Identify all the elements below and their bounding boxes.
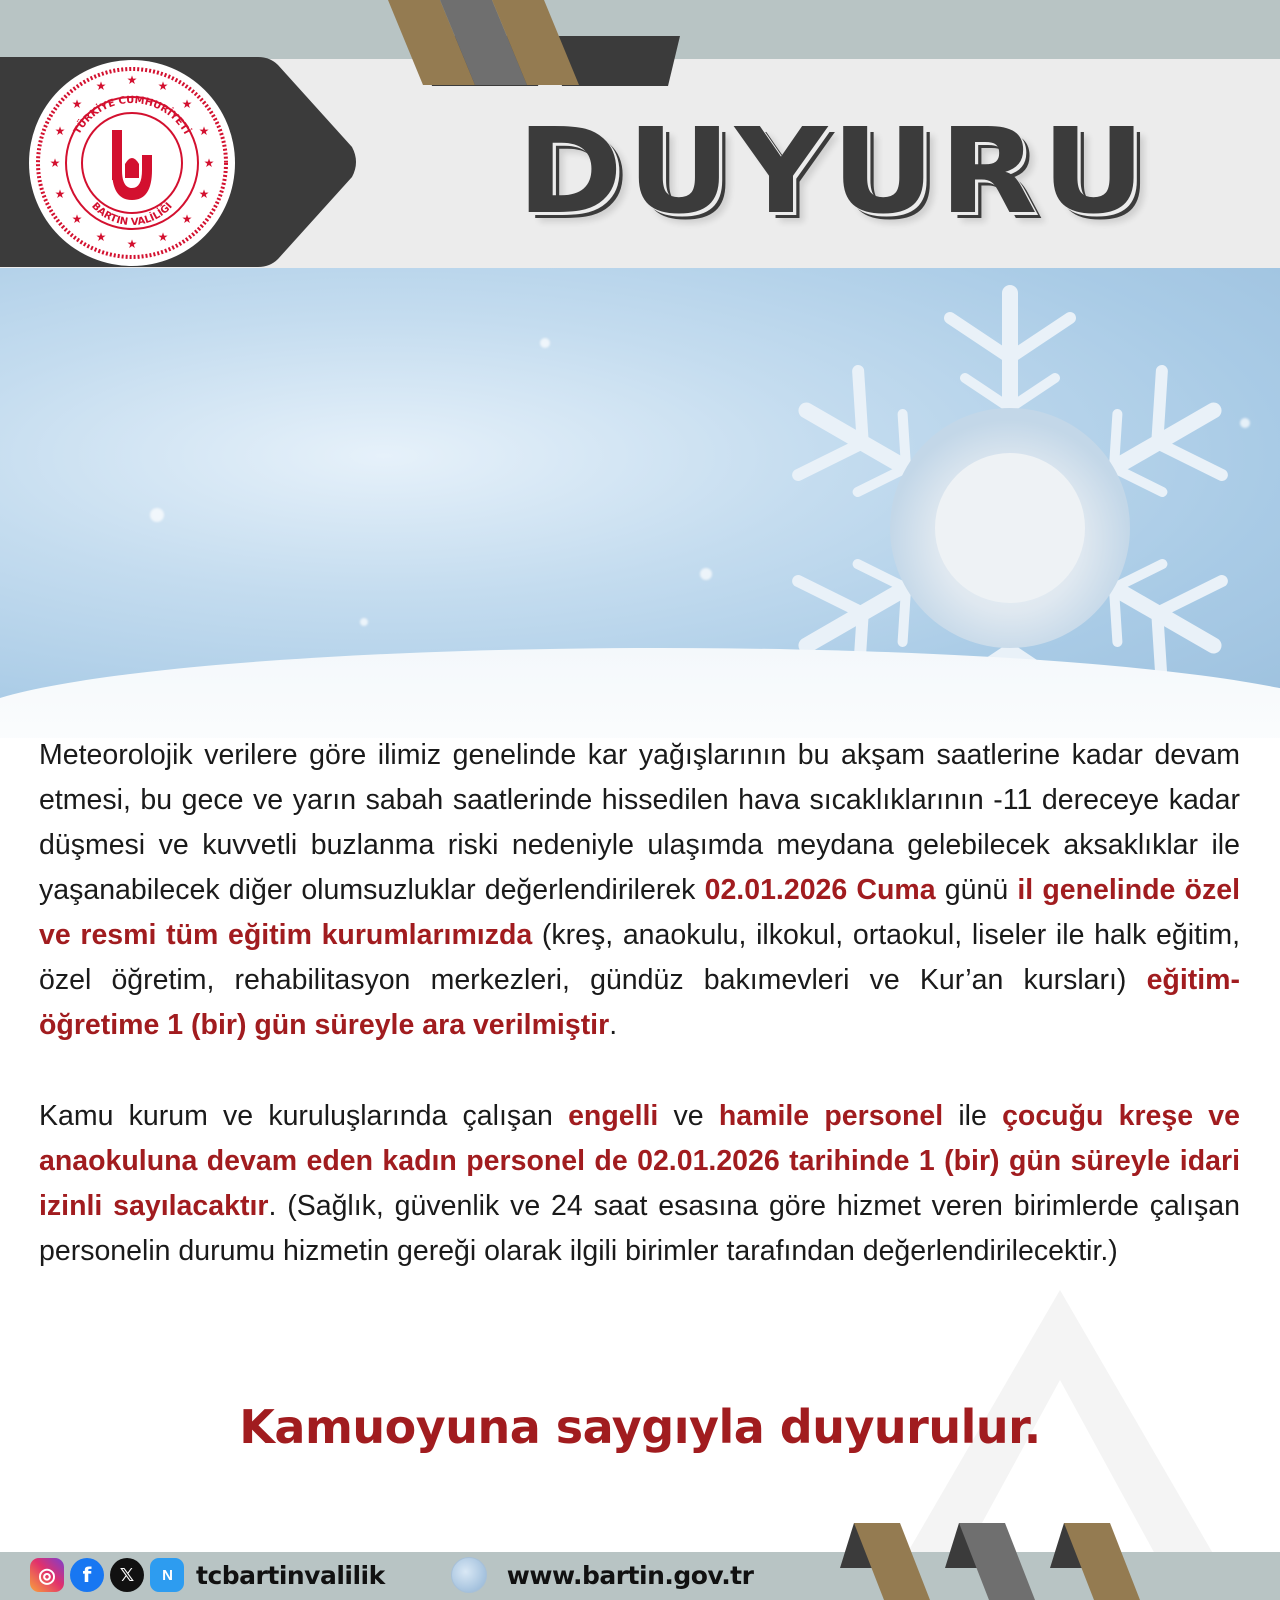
- svg-text:★: ★: [181, 97, 193, 111]
- decorative-stripes-bottom: [840, 1523, 1150, 1600]
- svg-text:TÜRKİYE CUMHURİYETİ: TÜRKİYE CUMHURİYETİ: [72, 94, 192, 137]
- page-title: DUYURU: [517, 102, 1150, 240]
- highlight-date: 02.01.2026 Cuma: [704, 874, 936, 906]
- svg-text:★: ★: [54, 124, 66, 138]
- facebook-icon[interactable]: f: [70, 1558, 104, 1592]
- highlight-leave: çocuğu kreşe ve anaokuluna devam eden kadın personel de 02.01.2026 tarihinde 1 (bir) gün süreyle idari izinli sayılacaktır: [39, 1100, 1240, 1222]
- svg-text:★: ★: [54, 187, 66, 201]
- highlight-decision: eğitim-öğretime 1 (bir) gün süreyle ara verilmiştir: [39, 964, 1240, 1041]
- svg-text:★: ★: [49, 156, 61, 170]
- announcement-paragraph-1: Meteorolojik verilere göre ilimiz genelinde kar yağışlarının bu akşam saatlerine kadar devam etmesi, bu gece ve yarın sabah saatlerinde hissedilen hava sıcaklıklarının -11 dereceye kadar düşmesi ve kuvvetli buzlanma riski nedeniyle ulaşımda meydana gelebilecek aksaklıklar ile yaşanabilecek diğer olumsuzluklar değerlendirilerek 02.01.2026 Cuma günü il genelinde özel ve resmi tüm eğitim kurumlarımızda (kreş, anaokulu, ilkokul, ortaokul, liseler ile halk eğitim, özel öğretim, rehabilitasyon merkezleri, gündüz bakımevleri ve Kur’an kursları) eğitim-öğretime 1 (bir) gün süreyle ara verilmiştir.: [39, 739, 1240, 1041]
- svg-text:★: ★: [126, 73, 138, 87]
- globe-icon: [451, 1557, 487, 1593]
- highlight-scope: il genelinde özel ve resmi tüm eğitim kurumlarımızda: [39, 874, 1240, 951]
- svg-text:★: ★: [181, 212, 193, 226]
- svg-text:★: ★: [95, 230, 107, 244]
- snow-particle: [700, 568, 712, 580]
- instagram-icon[interactable]: ◎: [30, 1558, 64, 1592]
- highlight-disabled: engelli: [568, 1100, 659, 1132]
- svg-text:★: ★: [157, 79, 169, 93]
- svg-text:★: ★: [126, 237, 138, 251]
- announcement-body: [39, 733, 1240, 1274]
- x-icon[interactable]: 𝕏: [110, 1558, 144, 1592]
- highlight-pregnant: hamile personel: [718, 1100, 944, 1132]
- announcement-paragraph-2: Kamu kurum ve kuruluşlarında çalışan engelli ve hamile personel ile çocuğu kreşe ve anaokuluna devam eden kadın personel de 02.01.2026 tarihinde 1 (bir) gün süreyle idari izinli sayılacaktır. (Sağlık, güvenlik ve 24 saat esasına göre hizmet veren birimlerde çalışan personelin durumu hizmetin gereği olarak ilgili birimler tarafından değerlendirilecektir.): [39, 1100, 1240, 1267]
- social-handle[interactable]: tcbartinvalilik: [196, 1560, 385, 1590]
- website-link[interactable]: www.bartin.gov.tr: [506, 1560, 754, 1590]
- snow-particle: [360, 618, 368, 626]
- closing-statement: Kamuoyuna saygıyla duyurulur.: [239, 1400, 1041, 1454]
- seal-emblem-icon: [29, 60, 235, 266]
- snow-particle: [150, 508, 164, 522]
- svg-text:★: ★: [95, 79, 107, 93]
- svg-text:★: ★: [198, 124, 210, 138]
- bartin-valiligi-seal: [29, 60, 235, 266]
- svg-text:BARTIN VALİLİĞİ: BARTIN VALİLİĞİ: [89, 200, 175, 229]
- nsosyal-icon[interactable]: N: [150, 1558, 184, 1592]
- winter-hero-image: [0, 268, 1280, 738]
- svg-text:★: ★: [71, 97, 83, 111]
- footer-contacts: [30, 1558, 753, 1592]
- svg-text:★: ★: [203, 156, 215, 170]
- svg-text:★: ★: [71, 212, 83, 226]
- decorative-stripes-top: [380, 0, 680, 86]
- svg-text:★: ★: [198, 187, 210, 201]
- svg-text:★: ★: [157, 230, 169, 244]
- snow-particle: [540, 338, 550, 348]
